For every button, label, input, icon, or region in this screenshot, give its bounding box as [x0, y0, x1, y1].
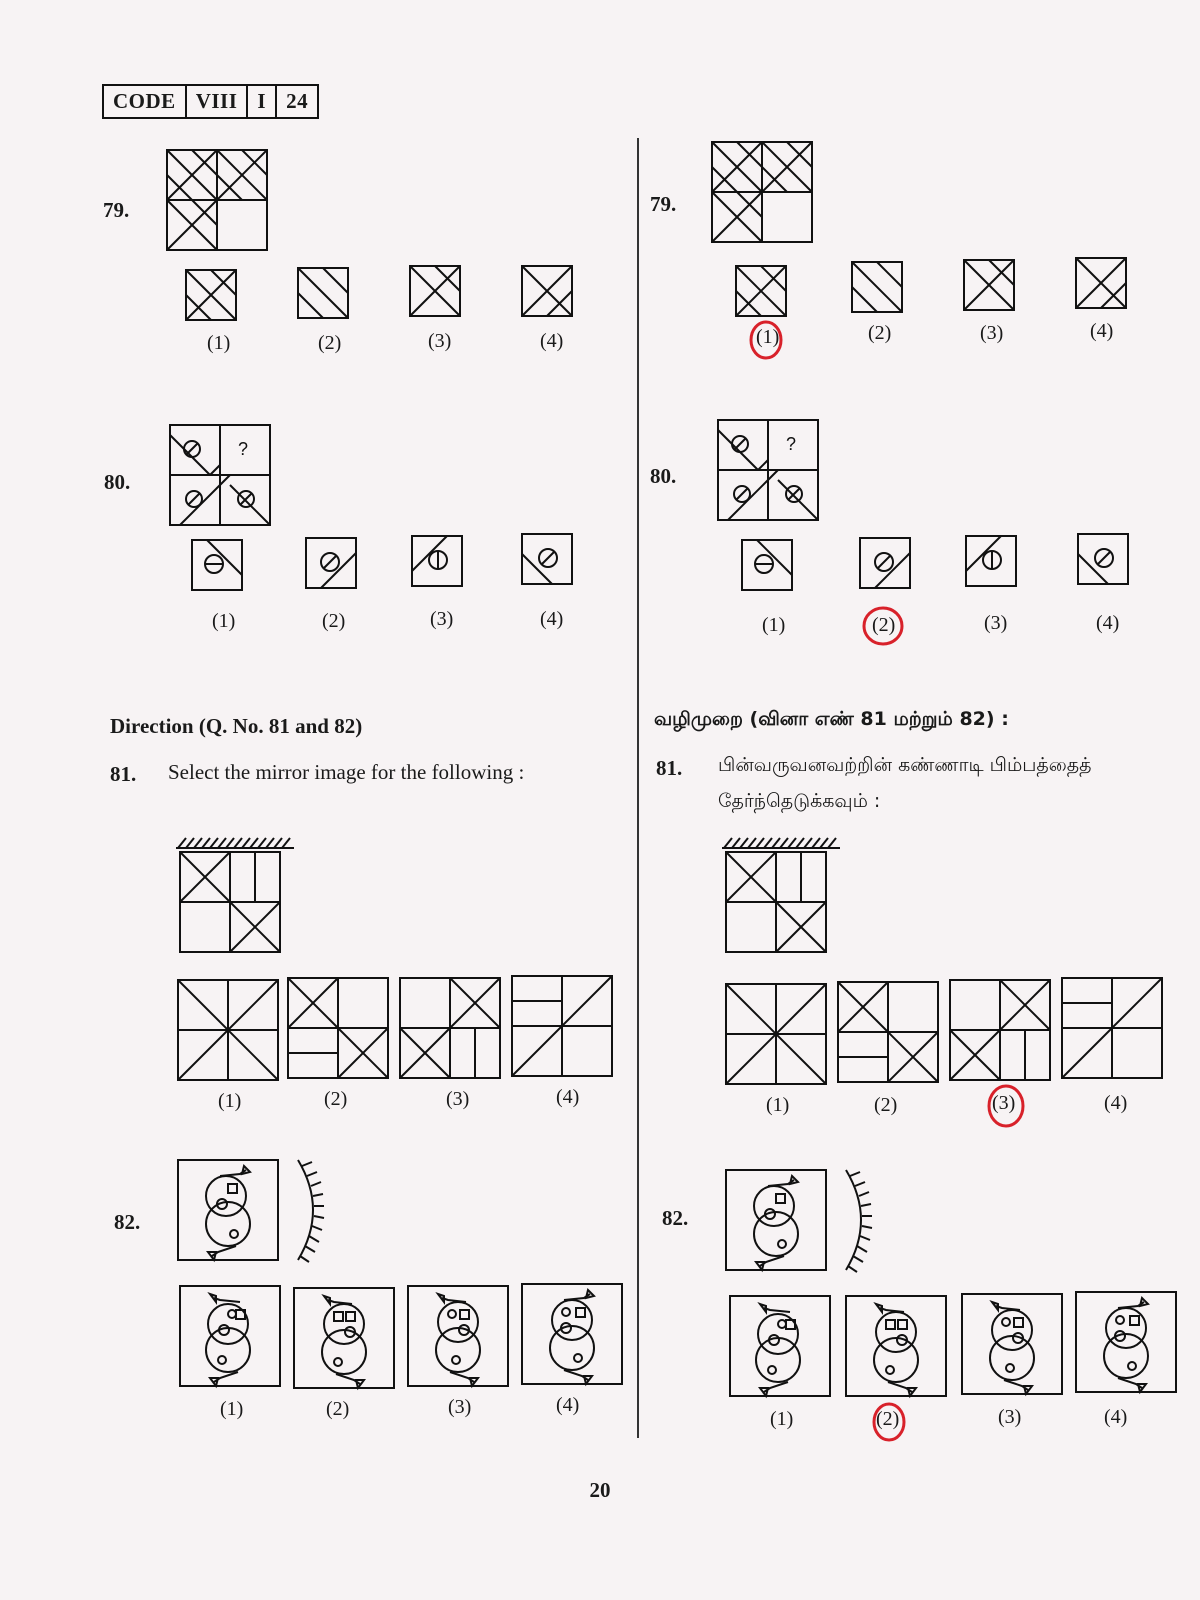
q80-option-label-4-tamil: (4): [1096, 612, 1120, 634]
direction-heading-tamil: வழிமுறை (வினா எண் 81 மற்றும் 82) :: [654, 708, 1009, 730]
q80-option-figure-1-tamil[interactable]: [742, 540, 794, 592]
q81-option-figure-3[interactable]: [400, 978, 502, 1080]
q81-option-figure-2[interactable]: [288, 978, 390, 1080]
q82-option-label-2: (2): [326, 1398, 350, 1420]
q79-pattern-figure: [167, 150, 269, 252]
code-box: [102, 84, 319, 119]
q79-option-label-4: (4): [540, 330, 564, 352]
code-cell: I: [248, 86, 277, 117]
q79-option-label-3-tamil: (3): [980, 322, 1004, 344]
q81-option-figure-2-tamil[interactable]: [838, 982, 940, 1084]
q82-option-figure-2-tamil[interactable]: [846, 1296, 948, 1398]
question-number-82: 82.: [114, 1210, 141, 1234]
q82-mirror-figure-tamil: [726, 1170, 878, 1290]
q81-option-label-1: (1): [218, 1090, 242, 1112]
q81-option-figure-1[interactable]: [178, 980, 280, 1082]
q79-option-label-1: (1): [207, 332, 231, 354]
q82-option-label-4-tamil: (4): [1104, 1406, 1128, 1428]
q81-option-label-2: (2): [324, 1088, 348, 1110]
q82-option-label-3-tamil: (3): [998, 1406, 1022, 1428]
q82-option-figure-1-tamil[interactable]: [730, 1296, 832, 1398]
q80-pattern-figure-tamil: [718, 420, 820, 522]
q82-option-figure-2[interactable]: [294, 1288, 396, 1390]
q81-mirror-figure-tamil: [722, 838, 842, 966]
q80-option-label-2: (2): [322, 610, 346, 632]
q80-question-mark-tamil: ?: [786, 434, 797, 454]
q80-pattern-figure: [170, 425, 272, 527]
q80-option-figure-2[interactable]: [306, 538, 358, 590]
question-number-81-tamil: 81.: [656, 756, 683, 780]
q81-option-figure-1-tamil[interactable]: [726, 984, 828, 1086]
code-cell: 24: [286, 89, 309, 113]
direction-heading: Direction (Q. No. 81 and 82): [110, 714, 363, 738]
q80-option-label-1-tamil: (1): [762, 614, 786, 636]
question-text-81-tamil-line1: பின்வருவனவற்றின் கண்ணாடி பிம்பத்தைத்: [718, 754, 1092, 776]
q80-option-label-3-tamil: (3): [984, 612, 1008, 634]
q80-option-figure-2-tamil[interactable]: [860, 538, 912, 590]
q80-option-label-4: (4): [540, 608, 564, 630]
code-cell: VIII: [187, 86, 249, 117]
q82-option-figure-1[interactable]: [180, 1286, 282, 1388]
red-circle-icon: [860, 604, 906, 650]
q81-option-figure-3-tamil[interactable]: [950, 980, 1052, 1082]
question-number-80: 80.: [104, 470, 131, 494]
question-number-79-tamil: 79.: [650, 192, 677, 216]
q81-option-label-4: (4): [556, 1086, 580, 1108]
q80-option-label-3: (3): [430, 608, 454, 630]
red-circle-icon: [746, 318, 786, 362]
q79-option-figure-1[interactable]: [186, 270, 238, 322]
q80-question-mark: ?: [238, 439, 249, 459]
q80-option-figure-4[interactable]: [522, 534, 574, 586]
question-number-82-tamil: 82.: [662, 1206, 689, 1230]
q79-option-figure-2[interactable]: [298, 268, 350, 320]
q79-option-label-4-tamil: (4): [1090, 320, 1114, 342]
q79-option-label-1-tamil: (1): [756, 326, 780, 348]
q81-mirror-figure: [176, 838, 296, 966]
q82-option-label-1-tamil: (1): [770, 1408, 794, 1430]
red-circle-icon: [986, 1082, 1030, 1130]
q81-option-label-4-tamil: (4): [1104, 1092, 1128, 1114]
q79-option-label-2-tamil: (2): [868, 322, 892, 344]
q82-option-label-1: (1): [220, 1398, 244, 1420]
q81-option-label-1-tamil: (1): [766, 1094, 790, 1116]
q82-option-figure-4-tamil[interactable]: [1076, 1292, 1178, 1394]
q79-option-figure-3-tamil[interactable]: [964, 260, 1016, 312]
q82-option-figure-3-tamil[interactable]: [962, 1294, 1064, 1396]
q80-option-figure-3[interactable]: [412, 536, 464, 588]
q79-option-figure-4-tamil[interactable]: [1076, 258, 1128, 310]
question-text-81: Select the mirror image for the following :: [168, 760, 525, 784]
question-number-81: 81.: [110, 762, 137, 786]
question-text-81-tamil-line2: தேர்ந்தெடுக்கவும் :: [718, 790, 881, 812]
question-number-80-tamil: 80.: [650, 464, 677, 488]
column-divider: [637, 138, 639, 1438]
q81-option-figure-4-tamil[interactable]: [1062, 978, 1164, 1080]
q82-option-label-4: (4): [556, 1394, 580, 1416]
q82-option-figure-4[interactable]: [522, 1284, 624, 1386]
q82-option-label-2-tamil: (2): [876, 1408, 900, 1430]
code-cell: CODE: [104, 86, 187, 117]
q81-option-figure-4[interactable]: [512, 976, 614, 1078]
red-circle-icon: [868, 1400, 912, 1444]
q79-option-label-2: (2): [318, 332, 342, 354]
q79-pattern-figure-tamil: [712, 142, 814, 244]
q80-option-figure-3-tamil[interactable]: [966, 536, 1018, 588]
question-number-79: 79.: [103, 198, 130, 222]
q81-option-label-2-tamil: (2): [874, 1094, 898, 1116]
q80-option-figure-1[interactable]: [192, 540, 244, 592]
q82-mirror-figure: [178, 1160, 330, 1280]
q79-option-figure-4[interactable]: [522, 266, 574, 318]
page-number: 20: [589, 1478, 611, 1502]
q79-option-figure-2-tamil[interactable]: [852, 262, 904, 314]
q80-option-label-1: (1): [212, 610, 236, 632]
q79-option-figure-1-tamil[interactable]: [736, 266, 788, 318]
q80-option-figure-4-tamil[interactable]: [1078, 534, 1130, 586]
q82-option-label-3: (3): [448, 1396, 472, 1418]
q81-option-label-3: (3): [446, 1088, 470, 1110]
q80-option-label-2-tamil: (2): [872, 614, 896, 636]
q81-option-label-3-tamil: (3): [992, 1092, 1016, 1114]
q82-option-figure-3[interactable]: [408, 1286, 510, 1388]
q79-option-figure-3[interactable]: [410, 266, 462, 318]
q79-option-label-3: (3): [428, 330, 452, 352]
